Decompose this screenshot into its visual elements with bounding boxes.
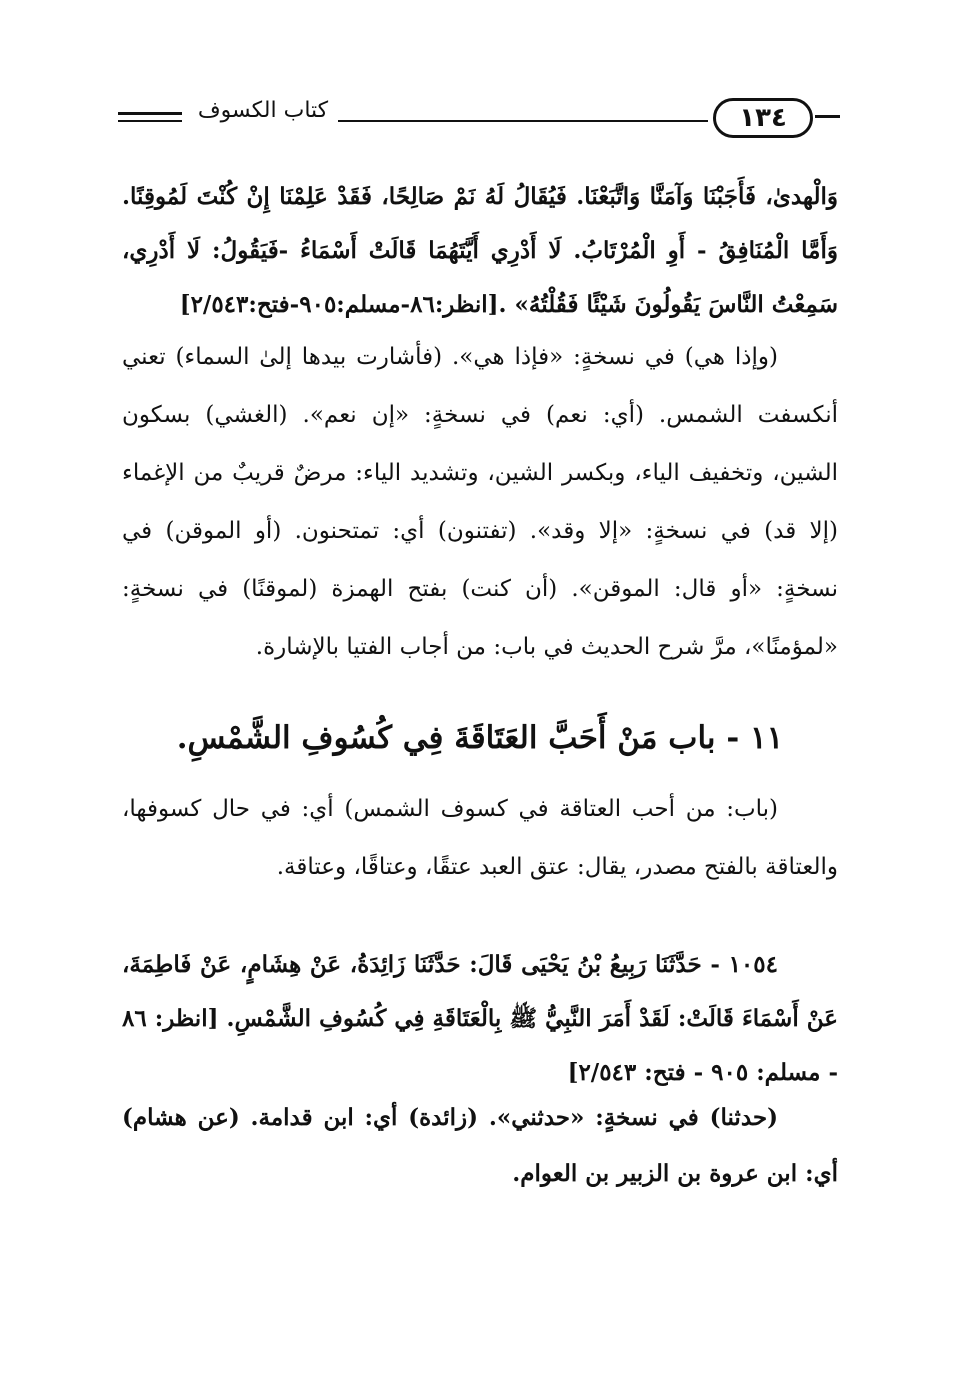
running-title: كتاب الكسوف xyxy=(197,98,329,123)
header-rule-right xyxy=(815,115,840,118)
hadith-1054: ١٠٥٤ - حَدَّثَنَا رَبِيعُ بْنُ يَحْيَى قَالَ: حَدَّثَنَا زَائِدَةُ، عَنْ هِشَامٍ، عَنْ فَاطِمَةَ، عَنْ أَسْمَاءَ قَالَتْ: لَقَدْ أَمَرَ النَّبِيُّ ﷺ بِالْعَتَاقَةِ فِي كُسُوفِ الشَّمْسِ. [انظر: ٨٦ - مسلم: ٩٠٥ - فتح: ٢/٥٤٣] xyxy=(122,951,838,1086)
chapter-title: ١١ - باب مَنْ أَحَبَّ العَتَاقَةَ فِي كُسُوفِ الشَّمْسِ. xyxy=(176,720,784,756)
page-header xyxy=(118,98,840,154)
hadith-commentary: (حدثنا) في نسخةٍ: «حدثني». (زائدة) أي: ابن قدامة. (عن هشام) أي: ابن عروة بن الزبير بن العوام. xyxy=(122,1104,838,1187)
commentary-paragraph: (وإذا هي) في نسخةٍ: «فإذا هي». (فأشارت بيدها إلىٰ السماء) تعني أنكسفت الشمس. (أي: نعم) في نسخةٍ: «إن نعم». (الغشي) بسكون الشين، وتخفيف الياء، وبكسر الشين، وتشديد الياء: مرضٌ قريبٌ من الإغماء (إلا قد) في نسخةٍ: «إلا وقد». (تفتنون) أي: تمتحنون. (أو الموقن) في نسخةٍ: «أو قال: الموقن». (أن كنت) بفتح الهمزة (لموقنًا) في نسخةٍ: «لمؤمنًا»، مرَّ شرح الحديث في باب: من أجاب الفتيا بالإشارة. xyxy=(122,344,838,660)
header-rule-middle xyxy=(338,120,708,122)
hadith-continuation: وَالْهدىٰ، فَأَجَبْنَا وَآمَنَّا وَاتَّبَعْنَا. فَيُقَالُ لَهُ نَمْ صَالِحًا، فَقَدْ عَلِمْنَا إِنْ كُنْتَ لَمُوقِنًا. وَأَمَّا الْمُنَافِقُ - أَوِ الْمُرْتَابُ. لَا أَدْرِي أَيَّتَهُمَا قَالَتْ أَسْمَاءُ -فَيَقُولُ: لَا أَدْرِي، سَمِعْتُ النَّاسَ يَقُولُونَ شَيْئًا فَقُلْتُهُ» .[انظر:٨٦-مسلم:٩٠٥-فتح:٢/٥٤٣] xyxy=(122,183,838,318)
page-number: ١٣٤ xyxy=(713,98,813,138)
header-rule-left-lower xyxy=(118,120,182,122)
chapter-commentary: (باب: من أحب العتاقة في كسوف الشمس) أي: في حال كسوفها، والعتاقة بالفتح مصدر، يقال: عتق العبد عتقًا، وعتاقًا، وعتاقة. xyxy=(122,796,838,880)
header-rule-left xyxy=(118,112,182,115)
